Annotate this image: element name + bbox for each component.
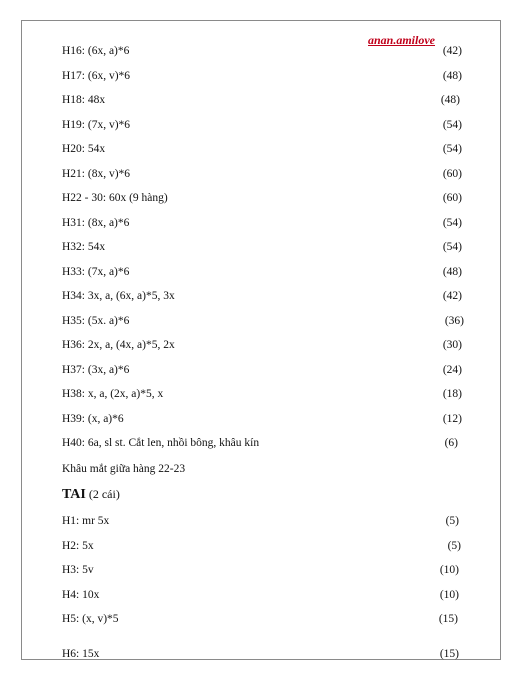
ear-row-text: H6: 15x [62,648,100,660]
main-row-count: (36) [444,315,464,327]
main-row-text: H38: x, a, (2x, a)*5, x [62,388,164,400]
main-row-text: H16: (6x, a)*6 [62,45,130,57]
ear-row-text: H2: 5x [62,540,94,552]
ear-row-count: (5) [447,540,461,552]
main-row-count: (42) [442,45,462,57]
ear-row-text: H5: (x, v)*5 [62,613,119,625]
main-row-count: (12) [442,413,462,425]
main-row-count: (6) [444,437,458,449]
main-row-count: (60) [442,168,462,180]
section-heading [62,487,120,503]
main-row-text: H34: 3x, a, (6x, a)*5, 3x [62,290,175,302]
ear-row-text: H3: 5v [62,564,94,576]
eye-note: Khâu mắt giữa hàng 22-23 [62,463,186,475]
ear-row-count: (10) [439,564,459,576]
ear-row-count: (5) [445,515,459,527]
main-row-text: H21: (8x, v)*6 [62,168,131,180]
main-row-text: H37: (3x, a)*6 [62,364,130,376]
main-row-count: (30) [442,339,462,351]
ear-row-text: H4: 10x [62,589,100,601]
ear-row-count: (10) [439,589,459,601]
section-title: TAI [62,487,86,502]
main-row-count: (48) [440,94,460,106]
main-row-count: (54) [442,119,462,131]
main-row-count: (54) [442,241,462,253]
main-row-text: H20: 54x [62,143,106,155]
main-row-text: H36: 2x, a, (4x, a)*5, 2x [62,339,175,351]
ear-row-count: (15) [439,648,459,660]
main-row-text: H22 - 30: 60x (9 hàng) [62,192,168,204]
watermark: anan.amilove [368,33,436,47]
main-row-text: H32: 54x [62,241,106,253]
main-row-count: (48) [442,70,462,82]
main-row-text: H17: (6x, v)*6 [62,70,131,82]
main-row-count: (54) [442,217,462,229]
main-row-text: H39: (x, a)*6 [62,413,124,425]
ear-row-count: (15) [438,613,458,625]
main-row-text: H31: (8x, a)*6 [62,217,130,229]
main-row-count: (42) [442,290,462,302]
main-row-count: (18) [442,388,462,400]
main-row-text: H40: 6a, sl st. Cắt len, nhồi bông, khâu kín [62,437,260,449]
section-subtitle: (2 cái) [88,487,120,501]
main-row-text: H33: (7x, a)*6 [62,266,130,278]
main-row-count: (54) [442,143,462,155]
main-row-text: H35: (5x. a)*6 [62,315,130,327]
ear-row-text: H1: mr 5x [62,515,110,527]
main-row-count: (48) [442,266,462,278]
main-row-text: H19: (7x, v)*6 [62,119,131,131]
main-row-text: H18: 48x [62,94,106,106]
main-row-count: (60) [442,192,462,204]
main-row-count: (24) [442,364,462,376]
